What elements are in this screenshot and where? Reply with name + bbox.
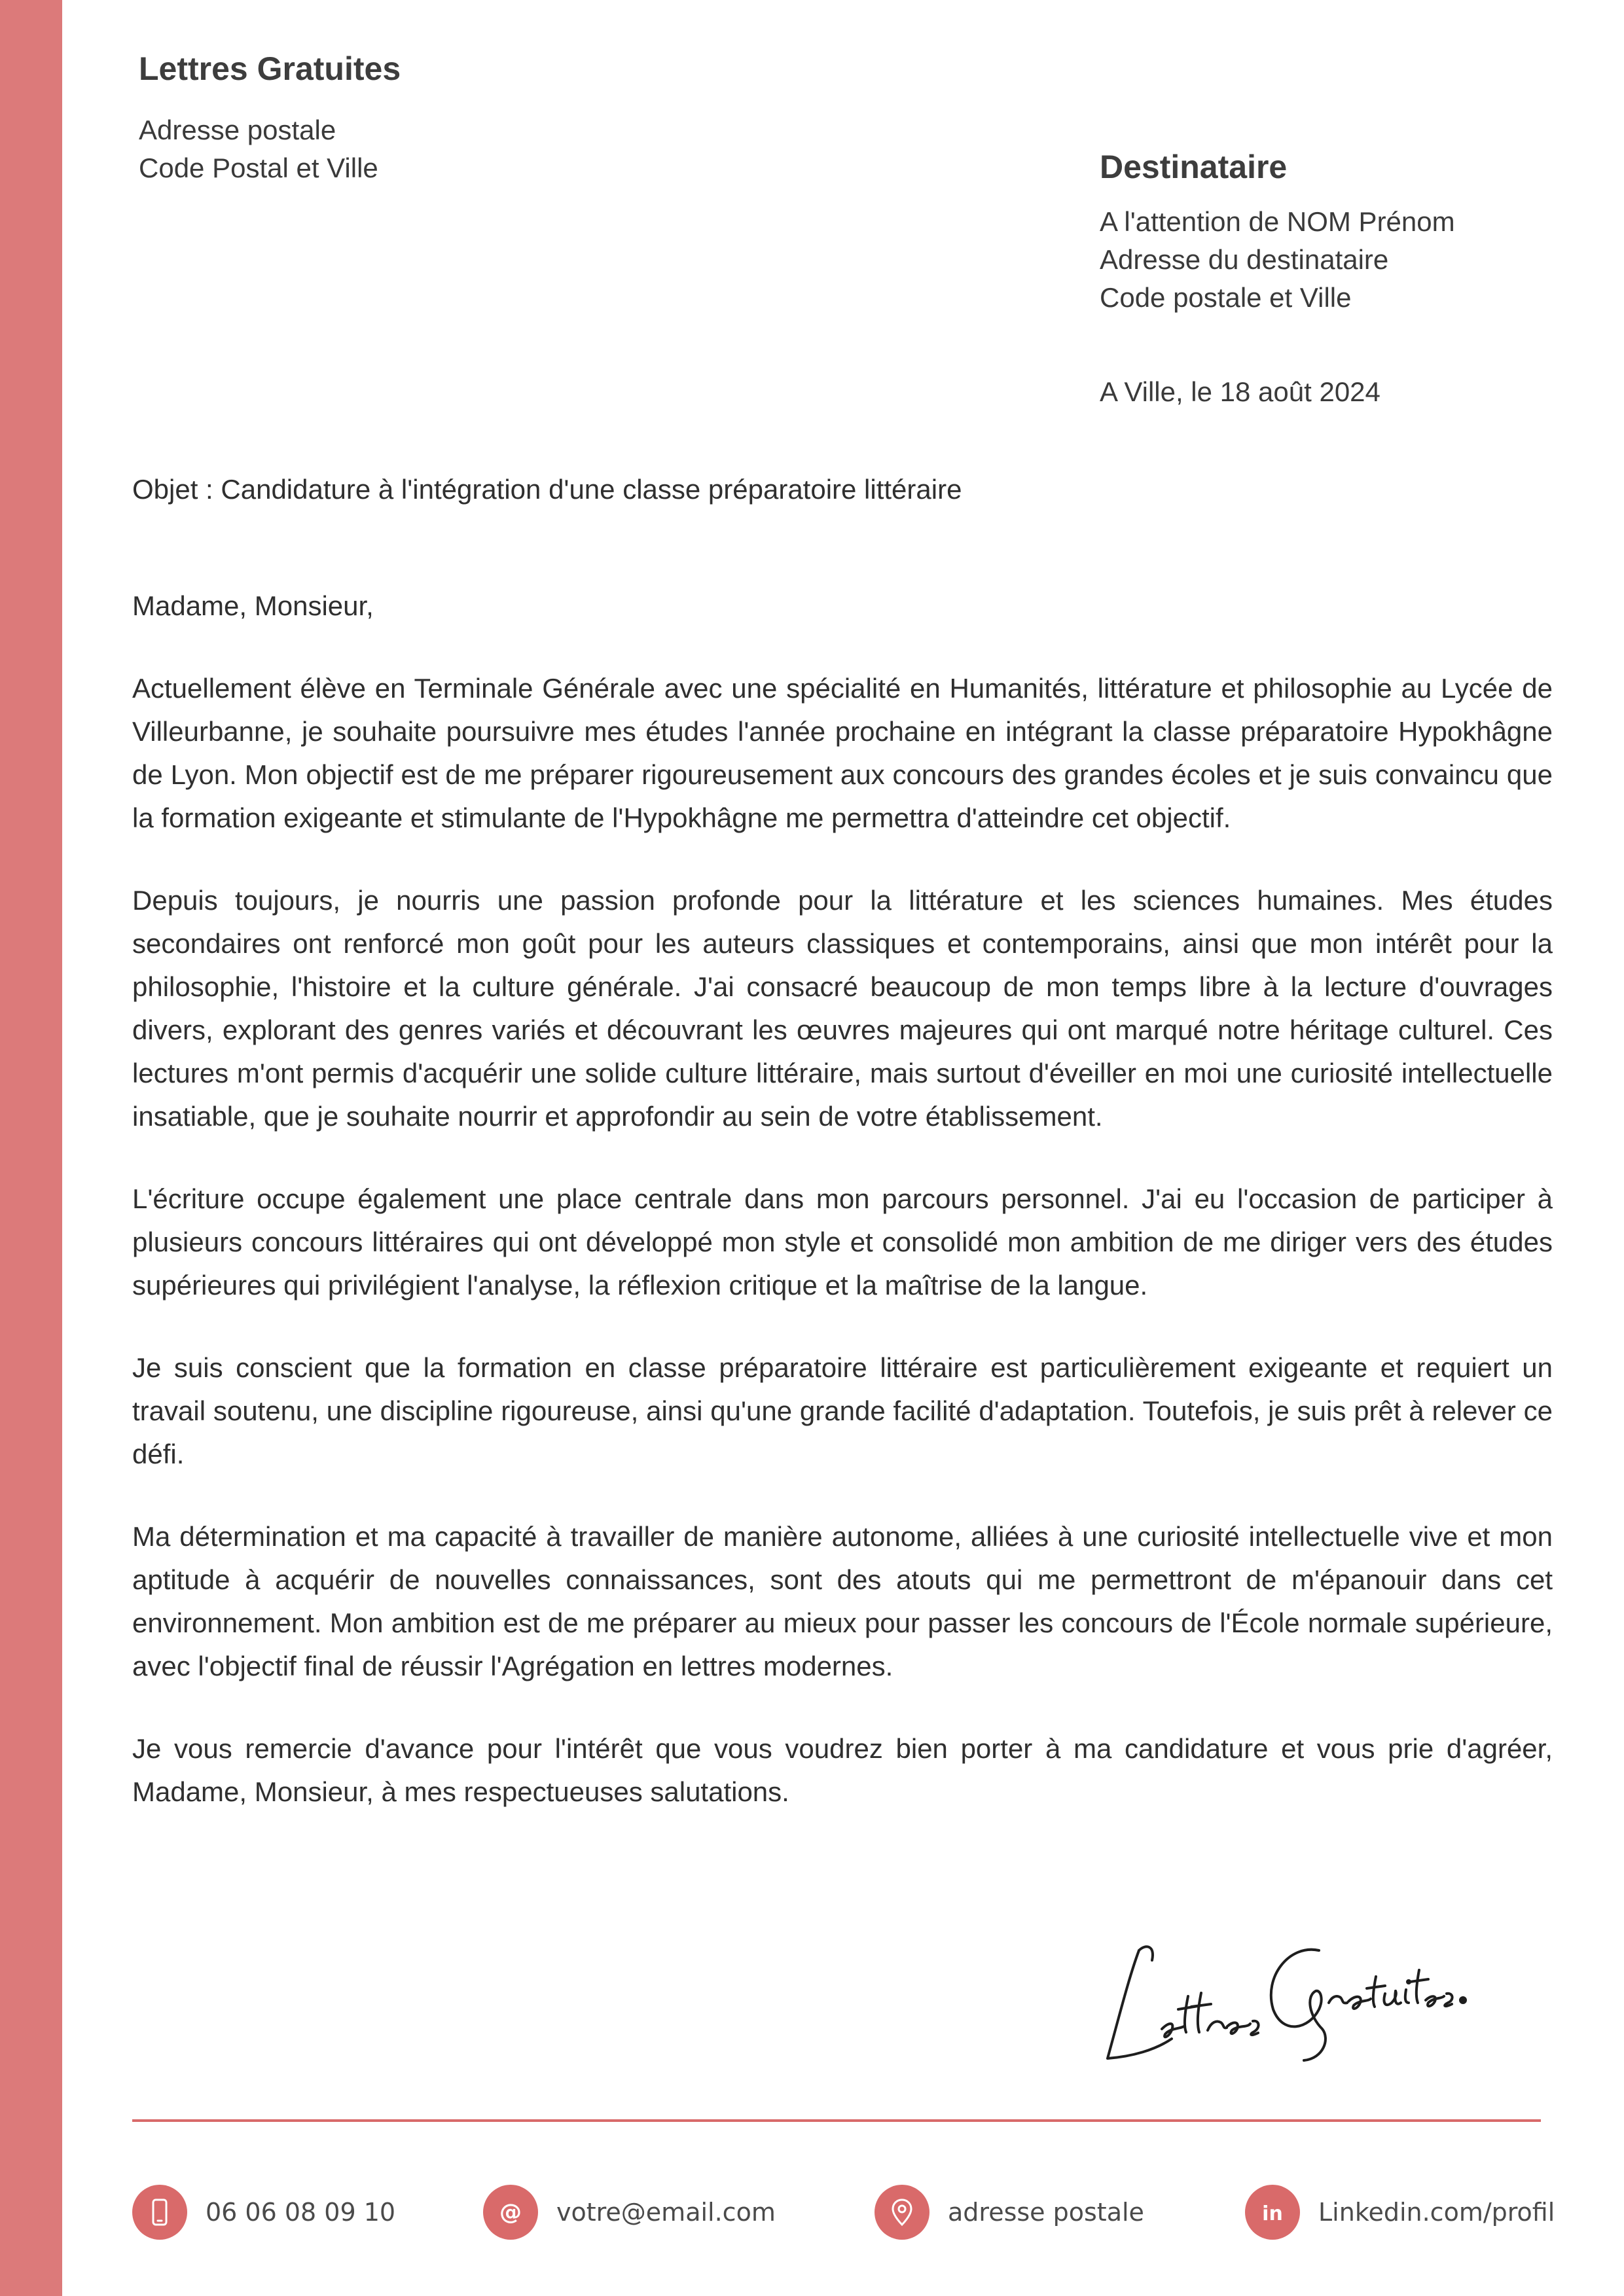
footer-email [483, 2173, 776, 2251]
footer-linkedin [1245, 2173, 1555, 2251]
body-paragraph: Depuis toujours, je nourris une passion profonde pour la littérature et les sciences humaines. Mes études secondaires ont renforcé mon goût pour les auteurs classiques et contemporains, ainsi que mon intérêt pour la philosophie, l'histoire et la culture générale. J'ai consacré beaucoup de mon temps libre à la lecture d'ouvrages divers, explorant des genres variés et découvrant les œuvres majeures qui ont marqué notre héritage culturel. Ces lectures m'ont permis d'acquérir une solide culture littéraire, mais surtout d'éveiller en moi une curiosité intellectuelle insatiable, que je souhaite nourrir et approfondir au sein de votre établissement. [132, 885, 1553, 1132]
letter-body [132, 584, 1553, 1853]
body-paragraph: Je suis conscient que la formation en classe préparatoire littéraire est particulièrement exigeante et requiert un travail soutenu, une discipline rigoureuse, ainsi qu'une grande facilité d'adaptation. Toutefois, je suis prêt à relever ce défi. [132, 1352, 1553, 1469]
recipient-title: Destinataire [1100, 149, 1288, 185]
recipient-attention: A l'attention de NOM Prénom [1100, 206, 1455, 237]
handwritten-signature [1093, 1905, 1486, 2075]
location-pin-icon [875, 2185, 929, 2240]
footer-address [875, 2173, 1144, 2251]
sender-address: Adresse postale [139, 115, 336, 145]
body-paragraph: Actuellement élève en Terminale Générale avec une spécialité en Humanités, littérature et philosophie au Lycée de Villeurbanne, je souhaite poursuivre mes études l'année prochaine en intégrant la classe préparatoire Hypokhâgne de Lyon. Mon objectif est de me préparer rigoureusement aux concours des grandes écoles et je suis convaincu que la formation exigeante et stimulante de l'Hypokhâgne me permettra d'atteindre cet objectif. [132, 673, 1553, 833]
postal-address: adresse postale [948, 2198, 1144, 2227]
recipient-address: Adresse du destinataire [1100, 244, 1389, 275]
footer-divider [132, 2119, 1541, 2122]
svg-text:@: @ [499, 2199, 522, 2225]
recipient-block [1100, 144, 1571, 317]
phone-number: 06 06 08 09 10 [206, 2198, 396, 2227]
email-icon [483, 2185, 538, 2240]
letter-date: A Ville, le 18 août 2024 [1100, 376, 1380, 407]
footer-phone [132, 2173, 395, 2251]
linkedin-profile[interactable]: Linkedin.com/profil [1318, 2198, 1555, 2227]
sender-block [139, 46, 728, 187]
linkedin-icon [1245, 2185, 1300, 2240]
letter-subject: Objet : Candidature à l'intégration d'une classe préparatoire littéraire [132, 474, 962, 505]
side-accent-band [0, 0, 62, 2296]
svg-text:in: in [1262, 2202, 1283, 2225]
recipient-postcode-city: Code postale et Ville [1100, 282, 1352, 313]
body-paragraph: L'écriture occupe également une place centrale dans mon parcours personnel. J'ai eu l'occasion de participer à plusieurs concours littéraires qui ont développé mon style et consolidé mon ambition de me diriger vers des études supérieures qui privilégient l'analyse, la réflexion critique et la maîtrise de la langue. [132, 1183, 1553, 1300]
body-paragraph: Ma détermination et ma capacité à travailler de manière autonome, alliées à une curiosité intellectuelle vive et mon aptitude à acquérir de nouvelles connaissances, sont des atouts qui me permettront de m'épanouir dans cet environnement. Mon ambition est de me préparer au mieux pour passer les concours de l'École normale supérieure, avec l'objectif final de réussir l'Agrégation en lettres modernes. [132, 1521, 1553, 1681]
email-address[interactable]: votre@email.com [556, 2198, 776, 2227]
phone-icon [132, 2185, 187, 2240]
body-paragraph: Je vous remercie d'avance pour l'intérêt que vous voudrez bien porter à ma candidature et vous prie d'agréer, Madame, Monsieur, à mes respectueuses salutations. [132, 1733, 1553, 1807]
sender-postcode-city: Code Postal et Ville [139, 152, 378, 183]
sender-name: Lettres Gratuites [139, 50, 401, 87]
contact-footer [0, 2173, 1624, 2251]
salutation: Madame, Monsieur, [132, 590, 374, 621]
